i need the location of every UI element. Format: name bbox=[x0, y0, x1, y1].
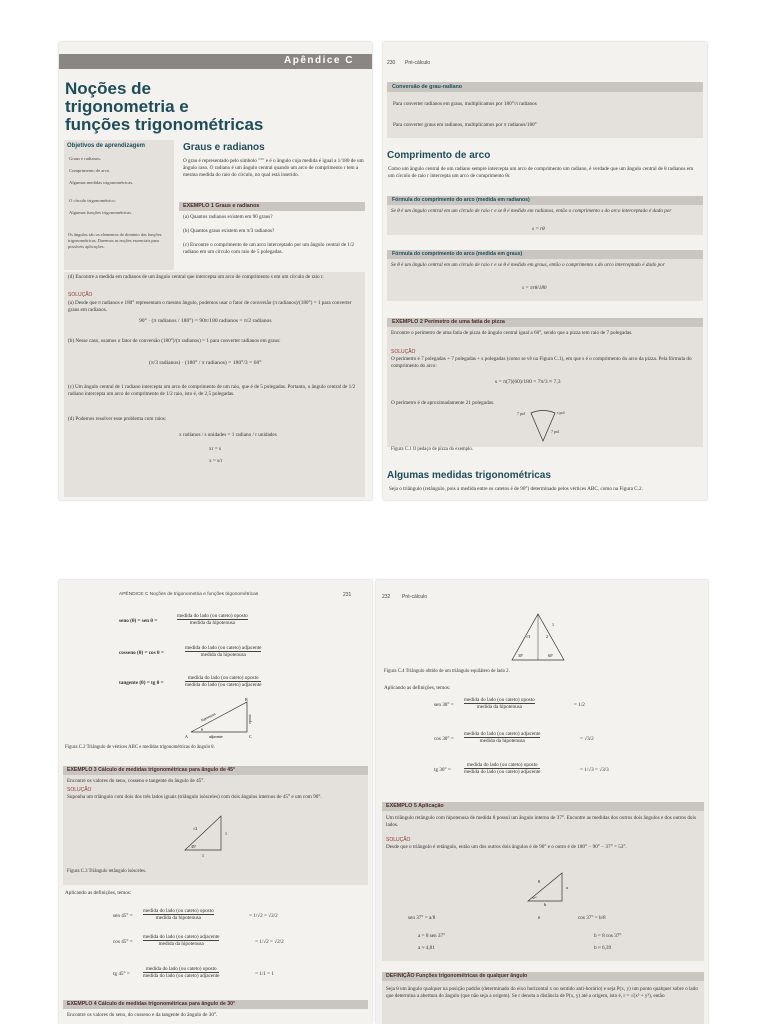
solution-d: (d) Podemos resolver esse problema com raios: bbox=[68, 416, 167, 422]
formula2-header bbox=[387, 250, 703, 259]
right-triangle-figure bbox=[522, 867, 582, 907]
example1-header bbox=[179, 202, 365, 211]
formula2-box bbox=[387, 259, 703, 301]
cos37-line-3: b ≈ 6,39 bbox=[594, 945, 612, 951]
example2-text: Encontre o perímetro de uma fatia de pizza de ângulo central igual a 60°, sendo que a pizza tem raio de 7 polegadas. bbox=[391, 330, 633, 336]
and-word: e bbox=[538, 915, 541, 921]
fig2-label: B bbox=[245, 697, 248, 702]
fig4-label: √3 bbox=[526, 634, 531, 639]
running-head: Pré-cálculo bbox=[405, 60, 431, 66]
example2-title: EXEMPLO 2 Perímetro de uma fatia de pizza bbox=[392, 319, 505, 325]
fig2-label: C bbox=[249, 734, 252, 739]
conversion-title: Conversão de grau-radiano bbox=[392, 83, 463, 90]
result-num: medida do lado (ou cateto) oposto bbox=[464, 697, 535, 703]
formula2-text: Se θ é um ângulo central em um círculo de raio r e se θ é medido em graus, então o comprimento s do arco interceptado é dado por bbox=[391, 262, 665, 268]
fig3-label: 45° bbox=[191, 845, 197, 849]
section-title-arc: Comprimento de arco bbox=[387, 150, 491, 161]
example5-title: EXEMPLO 5 Aplicação bbox=[386, 803, 444, 809]
result-den: medida do lado (ou cateto) adjacente bbox=[143, 973, 220, 979]
definition-text: Seja θ um ângulo qualquer na posição padrão (determinado do eixo horizontal x no sentido anti-horário) e seja P(x, y) um ponto qualquer sobre o lado que determina a abertura do ângulo (que não seja a origem). Se r denota a distância de P(x, y) até a origem, isto é, r = √(x² + y²), então bbox=[386, 986, 698, 999]
solution-b: (b) Nesse caso, usamos o fator de conversão (180°)/(π radianos) = 1 para converter radianos em graus: bbox=[68, 338, 281, 344]
fig4-label: 1 bbox=[552, 622, 554, 627]
fig5-label: 8 bbox=[538, 879, 540, 884]
cos37-line-1: cos 37° = b/8 bbox=[578, 915, 606, 921]
def-cosine-den: medida da hipotenusa bbox=[200, 652, 246, 658]
figure-c4-caption: Figura C.4 Triângulo obtido de um triângulo equilátero de lado 2. bbox=[384, 669, 510, 674]
def-sine-name: seno (θ) = sen θ = bbox=[119, 618, 158, 624]
result-num: medida do lado (ou cateto) oposto bbox=[464, 762, 540, 769]
def-sine-fraction bbox=[177, 613, 248, 626]
formula1-header bbox=[387, 196, 703, 205]
solution-label: SOLUÇÃO bbox=[391, 349, 416, 355]
result-den: medida do lado (ou cateto) adjacente bbox=[464, 769, 541, 775]
result-sen30-name: sen 30° = bbox=[434, 702, 454, 708]
conversion-row: Para converter graus em radianos, multiplicamos por π radianos/180° bbox=[393, 122, 537, 128]
running-head: APÊNDICE C Noções de trigonometria e funções trigonométricas bbox=[119, 592, 259, 597]
fig1-label: 7 pol bbox=[551, 429, 560, 434]
objectives-panel bbox=[64, 140, 174, 270]
equation-b: (π/3 radianos) · (180° / π radianos) = 180°/3 = 60° bbox=[149, 360, 262, 366]
fig2-label: hipotenusa bbox=[200, 711, 217, 723]
example3-text: Encontre os valores do seno, cosseno e tangente do ângulo de 45°. bbox=[67, 778, 205, 784]
example5-box bbox=[382, 811, 704, 961]
page-number: 230 bbox=[387, 60, 396, 66]
isosceles-triangle-figure bbox=[175, 810, 245, 860]
fig5-label: b bbox=[544, 902, 546, 907]
result-tg30-name: tg 30° = bbox=[434, 767, 451, 773]
figure-c2-caption: Figura C.2 Triângulo de vértices ABC e medidas trigonométricas do ângulo θ. bbox=[65, 745, 215, 750]
fig5-label: a bbox=[566, 885, 568, 890]
objective-item: Comprimento de arco. bbox=[69, 168, 111, 173]
formula1-text: Se θ é um ângulo central em um círculo de raio r e se θ é medido em radianos, então o comprimento s do arco interceptado é dado por bbox=[391, 208, 672, 214]
def-tangent-den: medida do lado (ou cateto) adjacente bbox=[185, 682, 262, 688]
example1-item-c: (c) Encontre o comprimento de um arco interceptado por um ângulo central de 1/2 radiano em um círculo com raio de 5 polegadas. bbox=[183, 242, 354, 255]
example4-title: EXEMPLO 4 Cálculo de medidas trigonométricas para ângulo de 30° bbox=[67, 1001, 236, 1007]
page-number: 231 bbox=[343, 592, 352, 598]
def-tangent-num: medida do lado (ou cateto) oposto bbox=[185, 675, 261, 682]
result-cos45-value: = 1/√2 = √2/2 bbox=[255, 939, 284, 945]
page-4 bbox=[376, 580, 708, 1024]
fig3-label: 1 bbox=[225, 831, 227, 836]
result-cos30-name: cos 30° = bbox=[434, 736, 454, 742]
fig3-label: √2 bbox=[193, 826, 198, 831]
equation-d-1: x radianos / s unidades = 1 radiano / r unidades bbox=[179, 432, 277, 438]
fig4-label: 30° bbox=[518, 654, 524, 658]
apply-definitions: Aplicando as definições, temos: bbox=[384, 685, 451, 691]
example3-header bbox=[63, 766, 368, 775]
result-sen45-value: = 1/√2 = √2/2 bbox=[249, 913, 278, 919]
chapter-title-line-3: funções trigonométricas bbox=[65, 115, 264, 134]
result-tg30-value: = 1/√3 = √3/3 bbox=[580, 767, 609, 773]
objectives-note: Os ângulos são os elementos do domínio das funções trigonométricas. Daremos as noções essenciais para possíveis aplicações. bbox=[68, 232, 162, 249]
objective-item: O círculo trigonométrico. bbox=[69, 198, 116, 203]
def-tangent-name: tangente (θ) = tg θ = bbox=[119, 680, 164, 686]
section-title-graus: Graus e radianos bbox=[183, 142, 265, 153]
figure-c1-caption: Figura C.1 O pedaço de pizza do exemplo. bbox=[391, 447, 473, 452]
def-cosine-num: medida do lado (ou cateto) adjacente bbox=[185, 645, 262, 651]
result-num: medida do lado (ou cateto) adjacente bbox=[464, 731, 541, 737]
formula1-title: Fórmula do comprimento do arco (medida em radianos) bbox=[392, 197, 530, 203]
arc-intro: Como um ângulo central de um radiano sempre intercepta um arco de comprimento um radiano, é verdade que um ângulo central de θ radianos em um círculo de raio r intercepta um arco de comprimento θr. bbox=[388, 166, 694, 179]
objective-item: Algumas funções trigonométricas. bbox=[69, 210, 133, 215]
def-tangent-fraction bbox=[185, 675, 261, 688]
objectives-title: Objetivos de aprendizagem bbox=[67, 143, 146, 149]
page-3 bbox=[59, 580, 372, 1024]
example1-title: EXEMPLO 1 Graus e radianos bbox=[183, 203, 260, 209]
result-tg45-fraction bbox=[143, 966, 219, 979]
fig2-label: oposto bbox=[248, 714, 252, 724]
result-num: medida do lado (ou cateto) adjacente bbox=[143, 934, 220, 940]
example5-header bbox=[382, 802, 704, 811]
def-sine-num: medida do lado (ou cateto) oposto bbox=[177, 613, 248, 619]
definition-header bbox=[382, 972, 704, 981]
fig2-label: θ bbox=[201, 728, 203, 732]
formula1-box bbox=[387, 205, 703, 235]
conversion-row: Para converter radianos em graus, multiplicamos por 180°/π radianos bbox=[393, 101, 537, 107]
result-cos30-fraction bbox=[464, 731, 540, 744]
solution-a: (a) Desde que π radianos e 180° representam o mesmo ângulo, podemos usar o fator de conversão (π radianos)/(180°) = 1 para converter graus em radianos. bbox=[68, 300, 352, 313]
example2-header bbox=[387, 318, 703, 327]
conversion-box bbox=[387, 82, 703, 138]
result-sen30-value: = 1/2 bbox=[574, 702, 585, 708]
objective-item: Graus e radianos. bbox=[69, 156, 102, 161]
formula2-title: Fórmula do comprimento do arco (medida em graus) bbox=[392, 251, 523, 257]
fig2-label: A bbox=[185, 734, 188, 739]
page-2 bbox=[383, 42, 707, 500]
result-cos30-value: = √3/2 bbox=[580, 736, 594, 742]
triangle-abc-shape bbox=[191, 702, 247, 732]
fig3-label: 1 bbox=[202, 853, 204, 858]
pizza-slice-figure bbox=[513, 407, 573, 443]
example2-solution: O perímetro é 7 polegadas + 7 polegadas + s polegadas (como se vê na Figura C.1), em que s é o comprimento do arco da pizza. Pela fórmula do comprimento do arco: bbox=[391, 356, 692, 369]
figure-c3-caption: Figura C.3 Triângulo retângulo isósceles. bbox=[67, 869, 147, 874]
fig1-label: 7 pol bbox=[517, 411, 526, 416]
result-sen45-name: sen 45° = bbox=[113, 913, 133, 919]
result-den: medida da hipotenusa bbox=[155, 915, 201, 921]
equation-d-2: xr = s bbox=[209, 446, 221, 452]
example4-text: Encontre os valores do seno, do cosseno e da tangente do ângulo de 30°. bbox=[67, 1012, 218, 1018]
solution-label: SOLUÇÃO bbox=[386, 837, 411, 843]
solution-label: SOLUÇÃO bbox=[67, 787, 92, 793]
apply-definitions: Aplicando as definições, temos: bbox=[65, 890, 132, 896]
equation-a: 90° · (π radianos / 180°) = 90π/180 radianos = π/2 radianos bbox=[139, 318, 272, 324]
objective-item: Algumas medidas trigonométricas. bbox=[69, 180, 134, 185]
result-tg30-fraction bbox=[464, 762, 540, 775]
def-cosine-name: cosseno (θ) = cos θ = bbox=[119, 650, 164, 656]
appendix-label: Apêndice C bbox=[283, 55, 354, 66]
example3-box bbox=[63, 775, 368, 885]
equilateral-half-figure bbox=[508, 610, 568, 666]
example4-header bbox=[63, 1000, 368, 1009]
fig5-label: 37° bbox=[532, 896, 537, 900]
fig2-label: adjacente bbox=[209, 735, 223, 739]
definition-title: DEFINIÇÃO Funções trigonométricas de qualquer ângulo bbox=[386, 973, 528, 979]
appendix-banner bbox=[59, 54, 372, 69]
example3-solution: Suponha um triângulo com dois dos três lados iguais (triângulo isósceles) com dois ângulos internos de 45° e um com 90°. bbox=[67, 794, 322, 800]
result-den: medida da hipotenusa bbox=[158, 941, 204, 947]
section-title-measures: Algumas medidas trigonométricas bbox=[387, 470, 551, 481]
chapter-title-line-2: trigonometria e bbox=[65, 97, 189, 116]
example5-solution: Desde que o triângulo é retângulo, então um dos outros dois ângulos é de 90° e o outro é de 180° − 90° − 37° = 53°. bbox=[386, 844, 627, 850]
example2-result: O perímetro é de aproximadamente 21 polegadas. bbox=[391, 400, 495, 406]
chapter-title-line-1: Noções de bbox=[65, 79, 151, 98]
example3-title: EXEMPLO 3 Cálculo de medidas trigonométricas para ângulo de 45° bbox=[67, 767, 236, 773]
result-den: medida da hipotenusa bbox=[476, 704, 522, 710]
intro-paragraph: O grau é representado pelo símbolo "°" e é o ângulo cuja medida é igual a 1/180 de um ângulo raso. O radiano é um ângulo central quando um arco de comprimento r tem a mesma medida do raio do círculo, no qual está inserido. bbox=[183, 158, 364, 178]
formula2-equation: s = πrθ/180 bbox=[522, 285, 547, 291]
example1-item-d: (d) Encontre a medida em radianos de um ângulo central que intercepta um arco de comprimento s em um círculo de raio r. bbox=[68, 274, 324, 280]
example2-box bbox=[387, 327, 703, 452]
fig4-label: 60° bbox=[548, 654, 554, 658]
result-num: medida do lado (ou cateto) oposto bbox=[143, 966, 219, 973]
running-head: Pré-cálculo bbox=[402, 594, 428, 600]
result-sen30-fraction bbox=[464, 697, 535, 710]
fig1-label: s pol bbox=[557, 410, 565, 415]
result-tg45-name: tg 45° = bbox=[113, 971, 130, 977]
definition-box bbox=[382, 981, 704, 1024]
solution-c: (c) Um ângulo central de 1 radiano intercepta um arco de comprimento de um raio, que é de 5 polegadas. Portanto, o ângulo central de 1/2 radiano intercepta um arco de comprimento de 1/2 raio, isto é, de 2,5 polegadas. bbox=[68, 384, 356, 397]
example2-equation: s = π(7)(60)/180 = 7π/3 ≈ 7,3 bbox=[495, 379, 561, 385]
sen37-line-2: a = 8 sen 37° bbox=[418, 933, 446, 939]
measures-intro: Seja o triângulo (retângulo, pois a medida entre os catetos é de 90°) determinado pelos vértices ABC, como na Figura C.2. bbox=[389, 486, 643, 492]
result-cos45-fraction bbox=[143, 934, 219, 947]
def-cosine-fraction bbox=[185, 645, 261, 658]
example5-text: Um triângulo retângulo com hipotenusa de medida 8 possui um ângulo interno de 37°. Encontre as medidas dos outros dois ângulos e dos outros dois lados. bbox=[386, 815, 696, 828]
equation-d-3: x = s/r bbox=[209, 458, 223, 464]
def-sine-den: medida da hipotenusa bbox=[189, 620, 235, 626]
fig4-label: 2 bbox=[546, 634, 548, 639]
result-sen45-fraction bbox=[143, 908, 214, 921]
result-num: medida do lado (ou cateto) oposto bbox=[143, 908, 214, 914]
example1-item-b: (b) Quantos graus existem em π/3 radianos? bbox=[183, 228, 275, 234]
page-number: 232 bbox=[382, 594, 391, 600]
conversion-header bbox=[387, 82, 703, 92]
triangle-abc-figure bbox=[179, 696, 289, 744]
formula1-equation: s = rθ bbox=[532, 226, 545, 232]
solution-label: SOLUÇÃO bbox=[68, 292, 93, 298]
cos37-line-2: b = 8 cos 37° bbox=[594, 933, 622, 939]
pizza-slice-shape bbox=[531, 411, 555, 442]
sen37-line-1: sen 37° = a/8 bbox=[408, 915, 436, 921]
result-cos45-name: cos 45° = bbox=[113, 939, 133, 945]
result-tg45-value: = 1/1 = 1 bbox=[255, 971, 274, 977]
sen37-line-3: a ≈ 4,81 bbox=[418, 945, 435, 951]
result-den: medida da hipotenusa bbox=[479, 738, 525, 744]
page-1 bbox=[59, 42, 372, 500]
example1-item-a: (a) Quantos radianos existem em 90 graus? bbox=[183, 214, 273, 220]
